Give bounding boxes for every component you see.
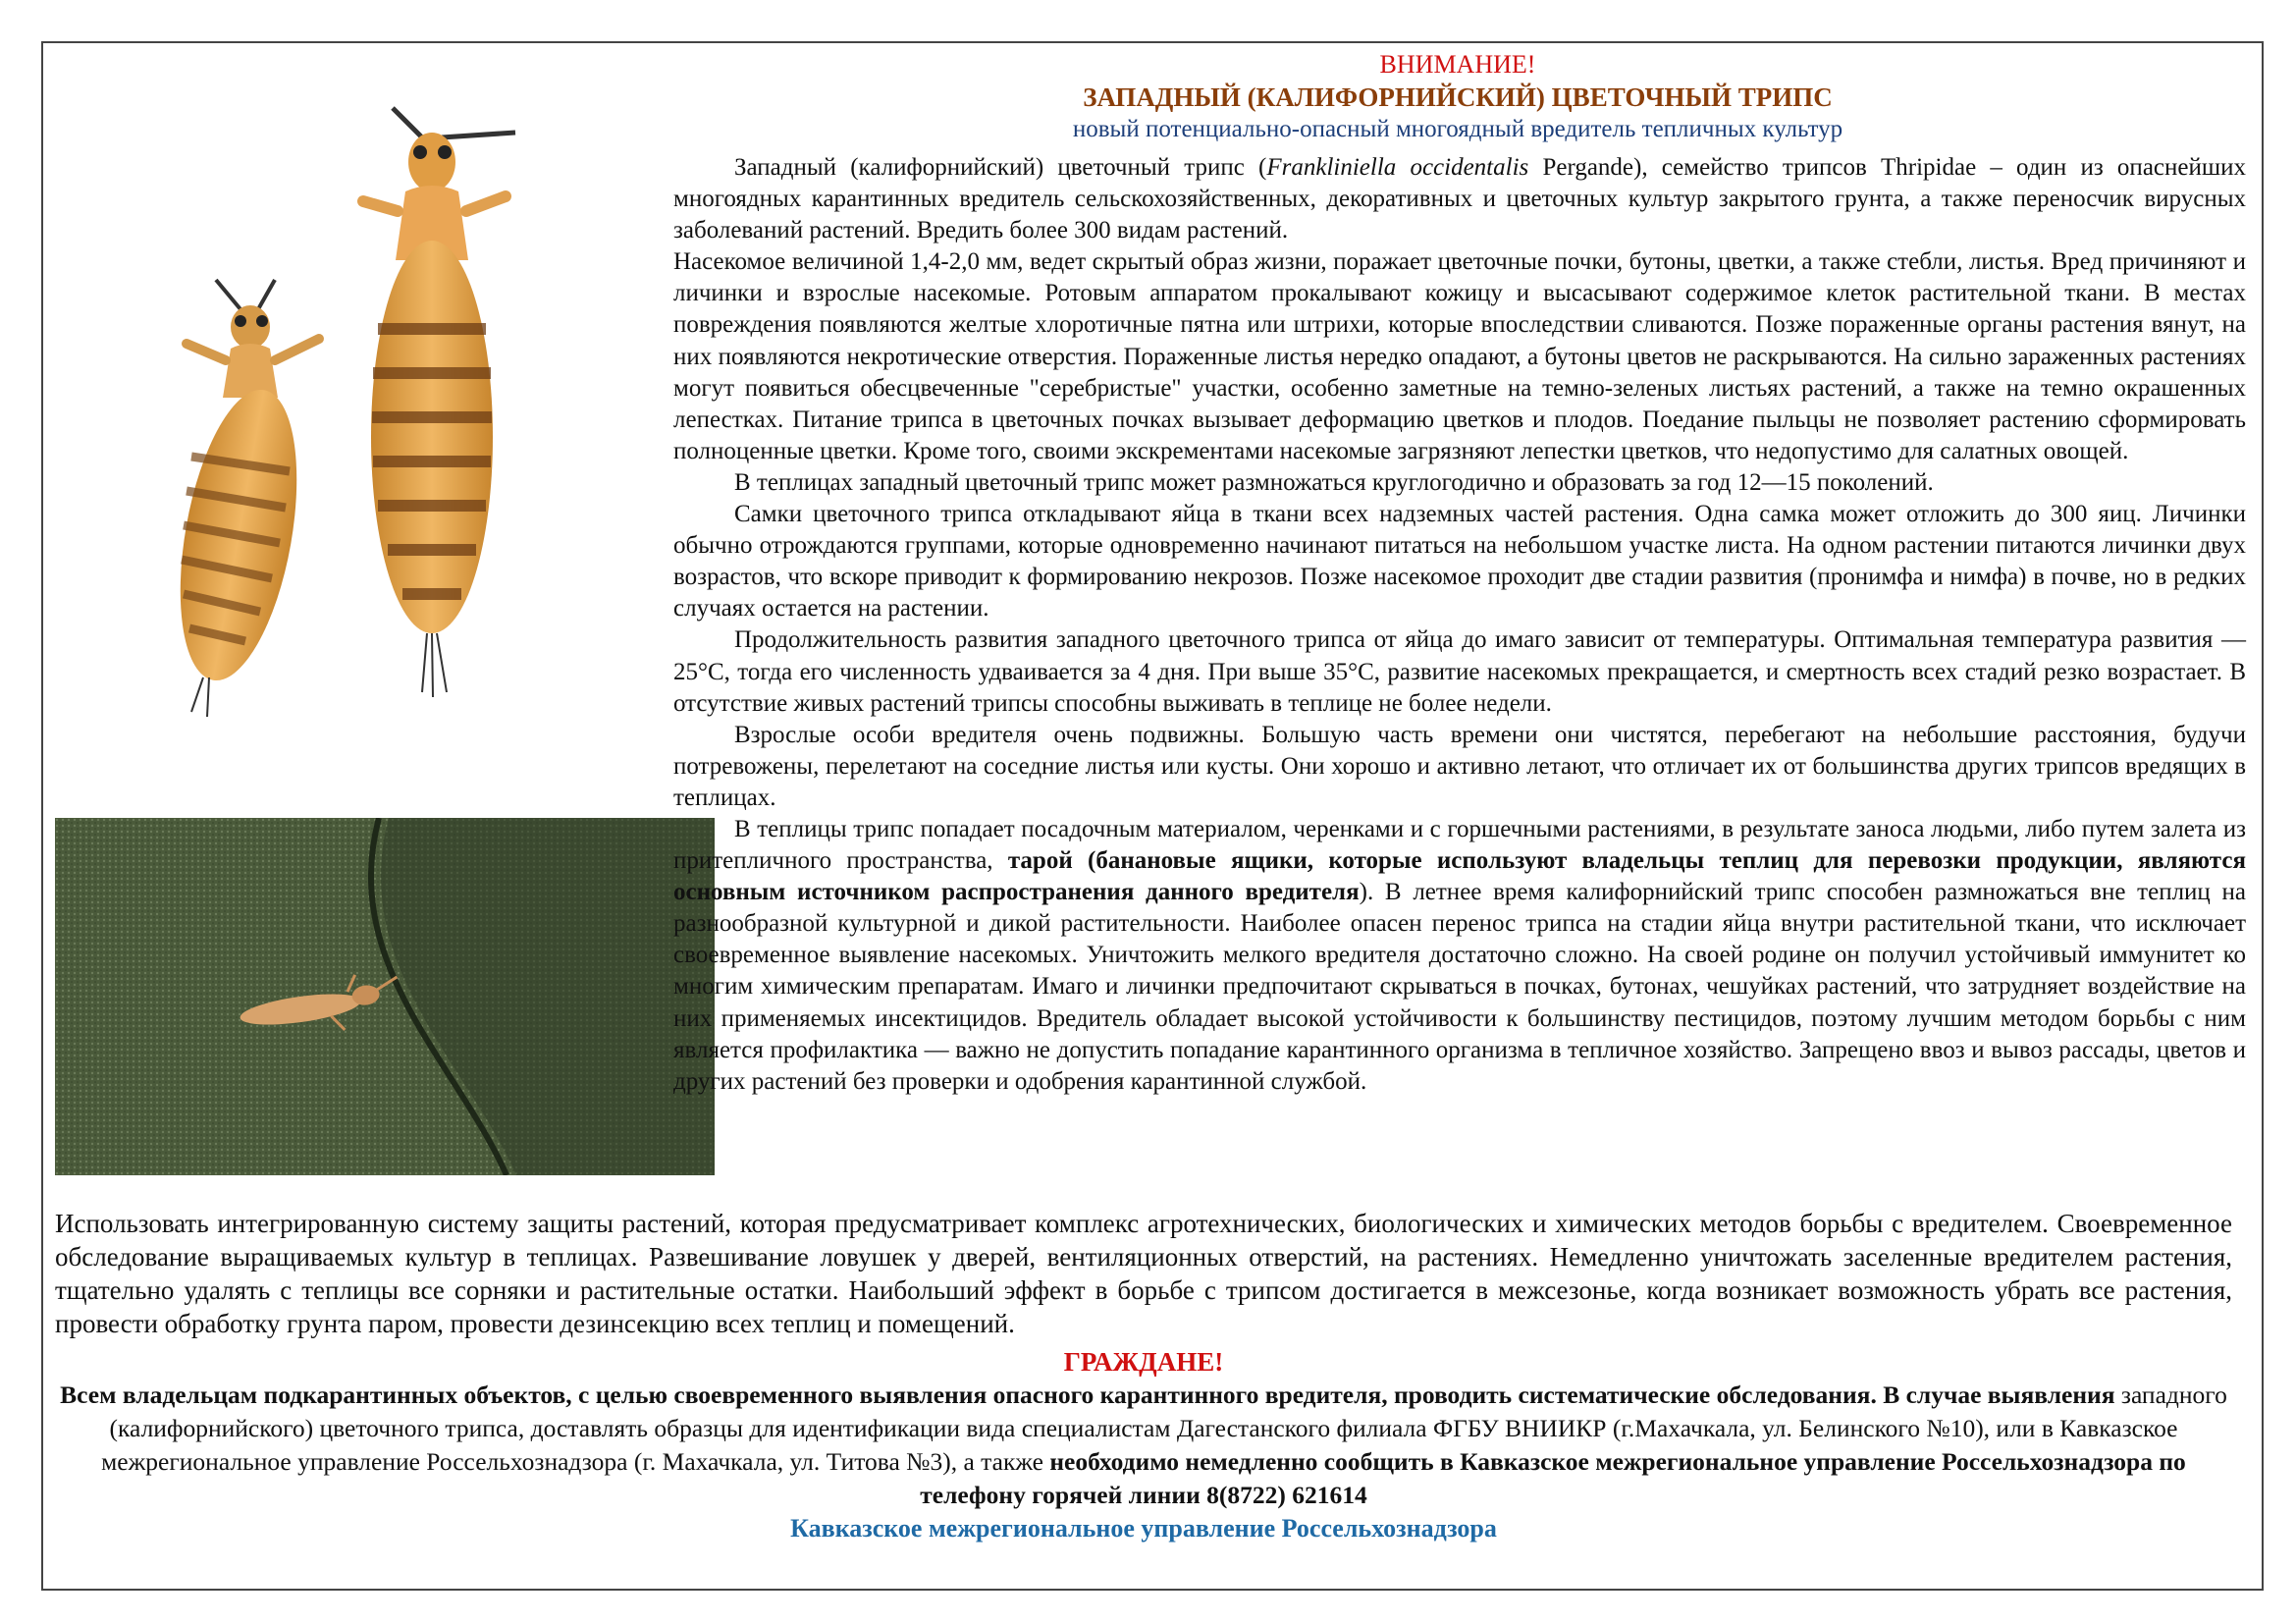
paragraph-eggs: Самки цветочного трипса откладывают яйца в ткани всех надземных частей растения. Одна самка может отложить до 300 яиц. Личинки обычно отрождаются группами, которые одновременно начинают питаться на небольшом участке листа. На одном растении питаются личинки двух возрастов, что вскоре приводит к формированию некрозов. Позже насекомое проходит две стадии развития (пронимфа и нимфа) в почве, но в редких случаях остается на растении.: [673, 501, 2246, 623]
citizens-text: Всем владельцам подкарантинных объектов, с целью своевременного выявления опасного карантинного вредителя, проводить систематические обследования. В случае выявления западного (калифорнийского) цветочного трипса, доставлять образцы для идентификации вида специалистам Дагестанского филиала ФГБУ ВНИИКР (г.Махачкала, ул. Белинского №10), или в Кавказское межрегиональное управление Россельхознадзора (г. Махачкала, ул. Титова №3), а также необходимо немедленно сообщить в Кавказское межрегиональное управление Россельхознадзора по телефону горячей линии 8(8722) 621614: [60, 1380, 2227, 1509]
paragraph-mobility: Взрослые особи вредителя очень подвижны. Большую часть времени они чистятся, перебегают на небольшие расстояния, будучи потревожены, перелетают на соседние листья или кусты. Они хорошо и активно летают, что отличает их от большинства других трипсов вредящих в теплицах.: [673, 721, 2246, 811]
spread-warning: тарой (банановые ящики, которые используют владельцы теплиц для перевозки продукции, являются основным источником распространения данного вредителя: [673, 847, 2246, 906]
paragraph-damage: Насекомое величиной 1,4-2,0 мм, ведет скрытый образ жизни, поражает цветочные почки, бутоны, цветки, а также стебли, листья. Вред причиняют и личинки и взрослые насекомые. Ротовым аппаратом прокалывают кожицу и высасывают содержимое клеток растительной ткани. В местах повреждения появляются желтые хлоротичные пятна или штрихи, которые впоследствии сливаются. Позже пораженные органы растения вянут, на них появляются некротические отверстия. Пораженные листья нередко опадают, а бутоны цветов не раскрываются. На сильно зараженных растениях могут появиться обесцвеченные "серебристые" участки, особенно заметные на темно-зеленых листьях растений, а также на темно окрашенных лепестках. Питание трипса в цветочных почках вызывает деформацию цветков и плодов. Поедание пыльцы не позволяет растению сформировать полноценные цветки. Кроме того, своими экскрементами насекомые загрязняют лепестки цветков, что недопустимо для салатных овощей.: [673, 248, 2246, 464]
poster-title: ЗАПАДНЫЙ (КАЛИФОРНИЙСКИЙ) ЦВЕТОЧНЫЙ ТРИПС: [1083, 82, 1833, 112]
paragraph-spread: В теплицы трипс попадает посадочным материалом, черенками и с горшечными растениями, в результате заноса людьми, либо путем залета из притепличного пространства, тарой (банановые ящики, которые используют владельцы теплиц для перевозки продукции, являются основным источником распространения данного вредителя). В летнее время калифорнийский трипс способен размножаться вне теплиц на разнообразной культурной и дикой растительности. Наиболее опасен перенос трипса на стадии яйца внутри растительной ткани, что исключает своевременное выявление насекомых. Уничтожить мелкого вредителя достаточно сложно. На своей родине он получил устойчивый иммунитет ко многим химическим препаратам. Имаго и личинки предпочитают скрываться в почках, бутонах, чешуйках растений, что затрудняет воздействие на них применяемых инсектицидов. Вредитель обладает высокой устойчивости к большинству пестицидов, поэтому лучшим методом борьбы с ним является профилактика — важно не допустить попадание карантинного организма в тепличное хозяйство. Запрещено ввоз и вывоз рассады, цветов и других растений без проверки и одобрения карантинной службой.: [673, 815, 2247, 1095]
signature: Кавказское межрегиональное управление Россельхознадзора: [790, 1514, 1497, 1543]
poster-subtitle: новый потенциально-опасный многоядный вредитель тепличных культур: [1072, 116, 1843, 142]
attention-heading: ВНИМАНИЕ!: [1379, 50, 1536, 79]
poster-header: [991, 49, 1924, 145]
paragraph-generations: В теплицах западный цветочный трипс может размножаться круглогодично и образовать за год 12—15 поколений.: [734, 468, 1934, 496]
citizens-appeal: [55, 1345, 2232, 1545]
species-name: Frankliniella occidentalis: [1266, 154, 1529, 181]
thrips-large-icon: [363, 108, 515, 697]
thrips-on-leaf-photo: [55, 818, 715, 1175]
hotline-notice: необходимо немедленно сообщить в Кавказское межрегиональное управление Россельхознадзора по телефону горячей линии 8(8722) 621614: [920, 1447, 2186, 1509]
citizens-heading: ГРАЖДАНЕ!: [1063, 1347, 1224, 1377]
thrips-small-icon: [161, 280, 319, 717]
paragraph-intro: Западный (калифорнийский) цветочный трипс (Frankliniella occidentalis Pergande), семейство трипсов Thripidae – один из опаснейших многоядных карантинных вредитель сельскохозяйственных, декоративных и цветочных культур закрытого грунта, а также переносчик вирусных заболеваний растений. Вредить более 300 видам растений.: [673, 154, 2246, 244]
paragraph-temperature: Продолжительность развития западного цветочного трипса от яйца до имаго зависит от температуры. Оптимальная температура развития — 25°C, тогда его численность удваивается за 4 дня. При выше 35°C, развитие насекомых прекращается, и смертность всех стадий резко возрастает. В отсутствие живых растений трипсы способны выживать в теплице не более недели.: [673, 626, 2246, 717]
paragraph-control: Использовать интегрированную систему защиты растений, которая предусматривает комплекс агротехнических, биологических и химических методов борьбы с вредителем. Своевременное обследование выращиваемых культур в теплицах. Развешивание ловушек у дверей, вентиляционных отверстий, на растениях. Немедленно уничтожать заселенные вредителем растения, тщательно удалять с теплицы все сорняки и растительные остатки. Наибольший эффект в борьбе с трипсом достигается в межсезонье, когда возникает возможность убрать все растения, провести обработку грунта паром, провести дезинсекцию всех теплиц и помещений.: [55, 1209, 2232, 1338]
thrips-adults-photo: [93, 103, 545, 731]
control-measures: [55, 1207, 2232, 1340]
main-text: [673, 152, 2246, 1098]
